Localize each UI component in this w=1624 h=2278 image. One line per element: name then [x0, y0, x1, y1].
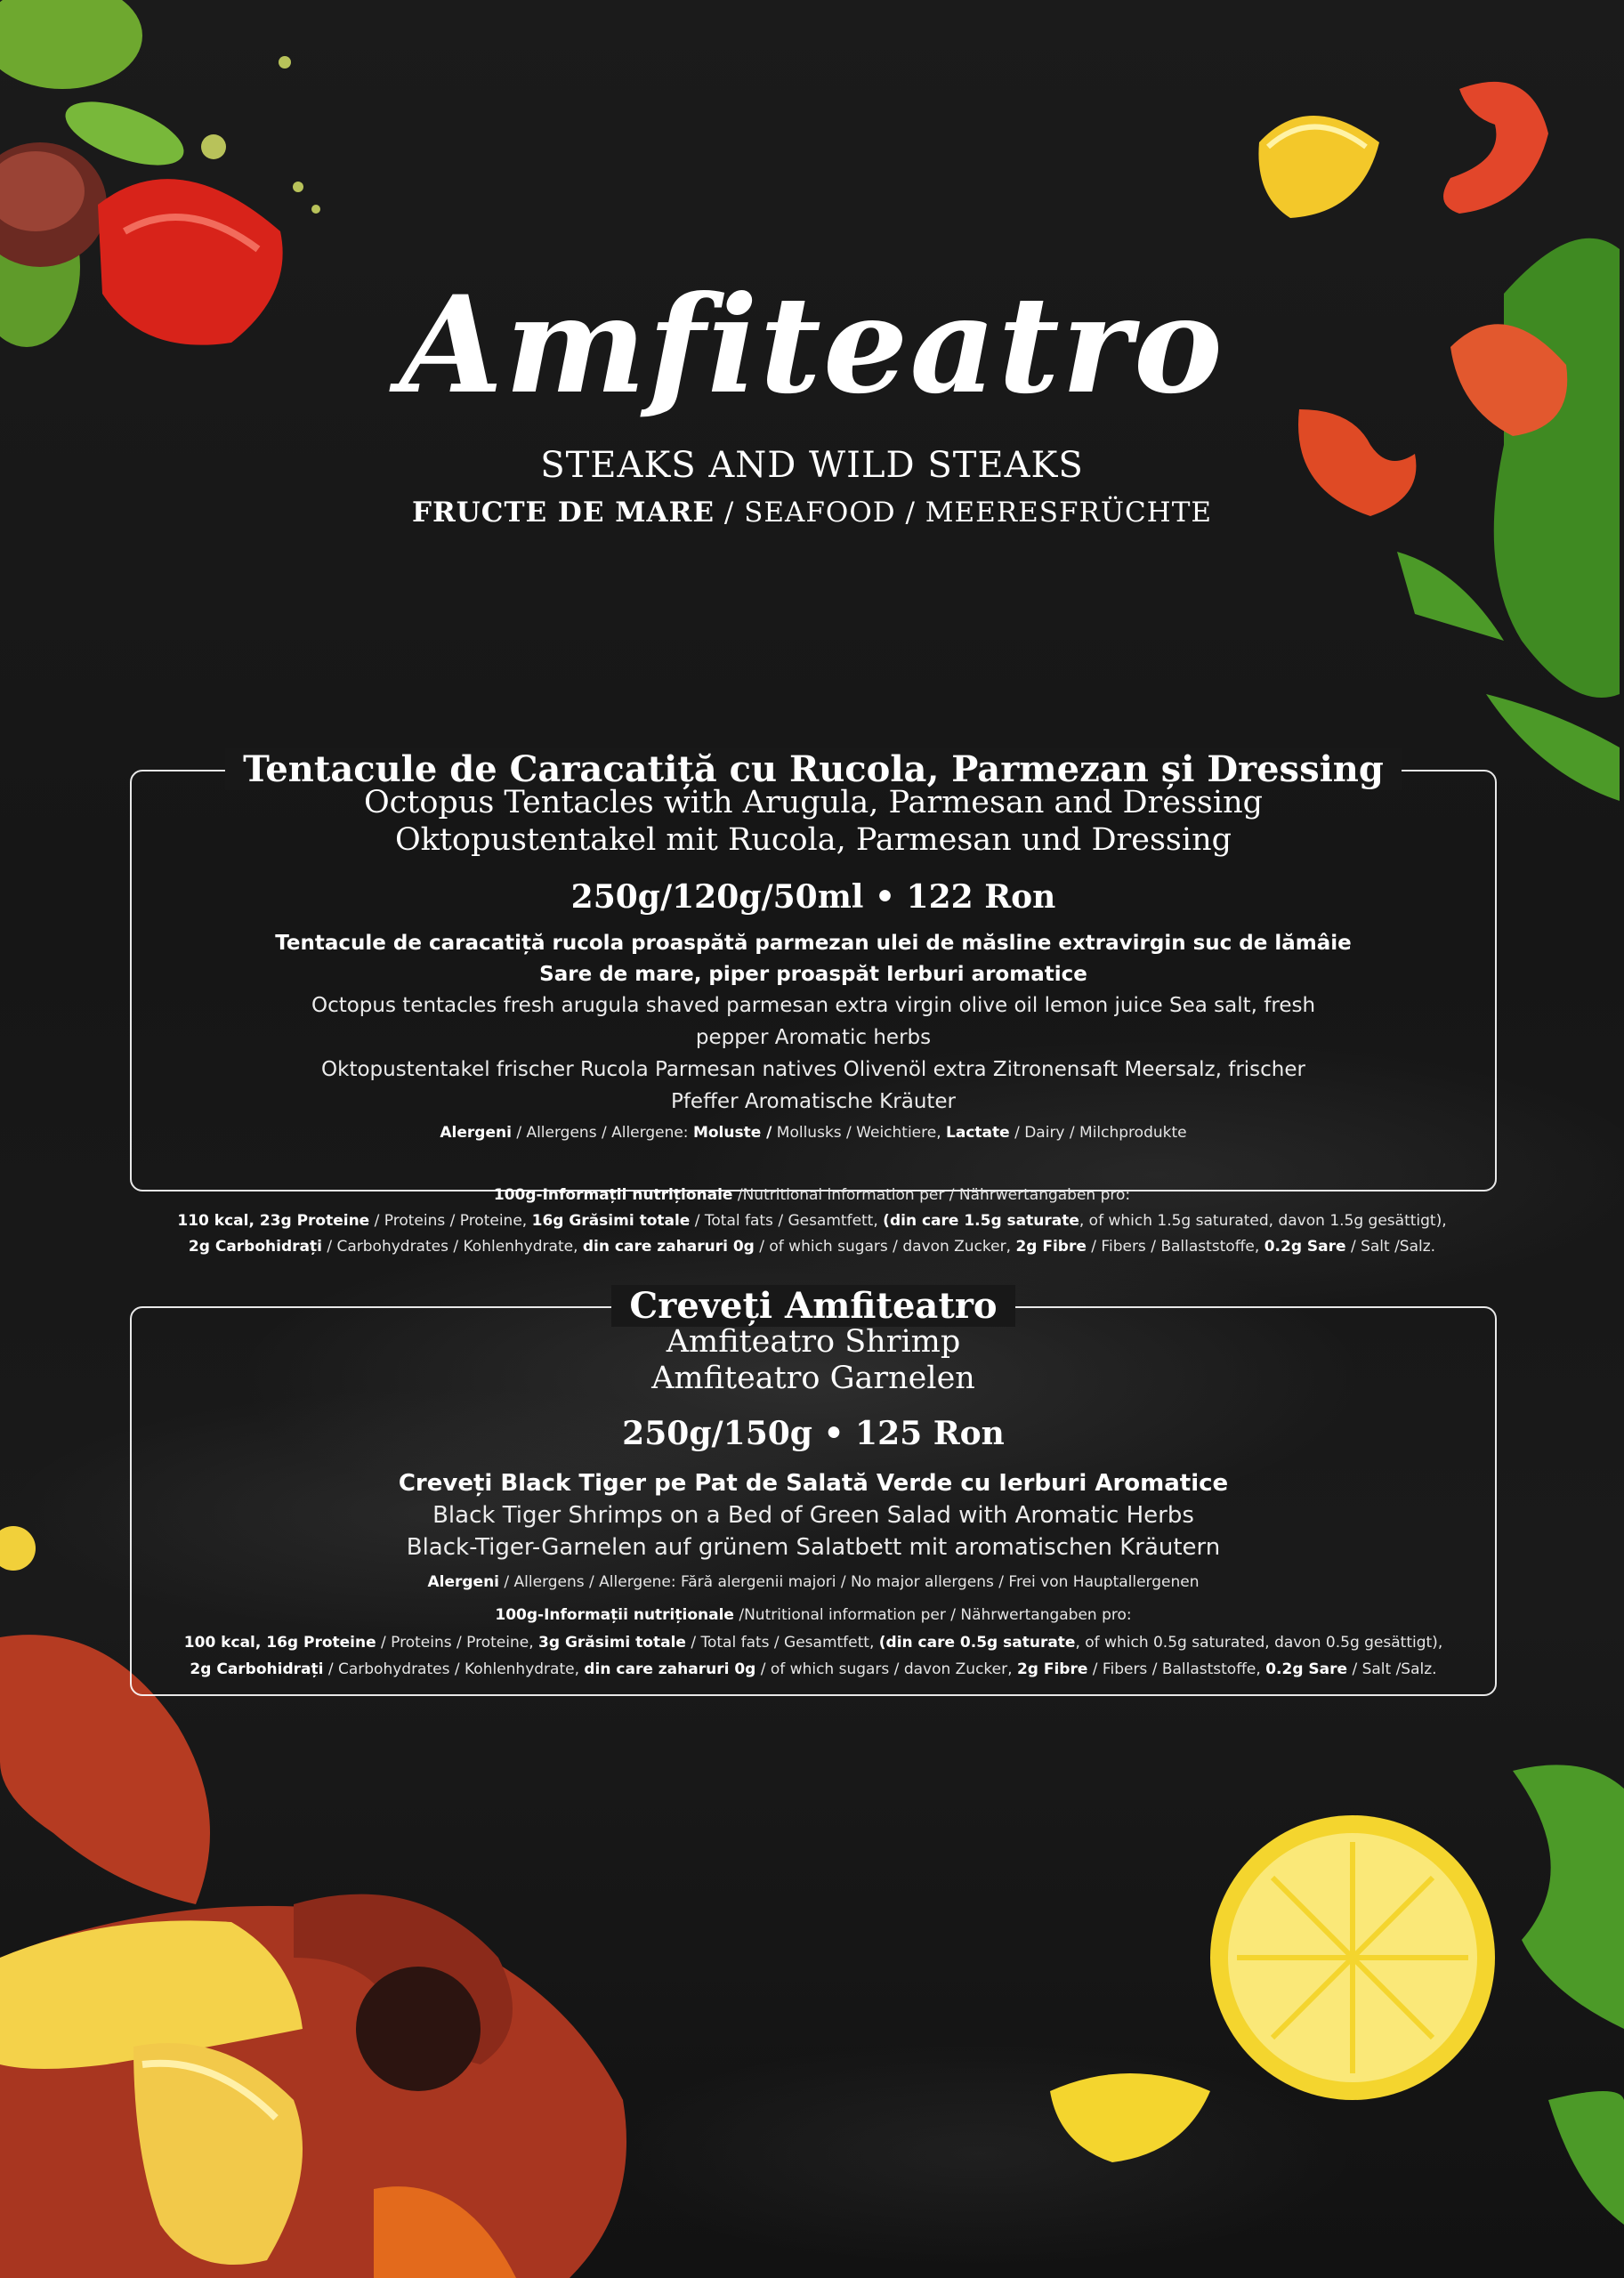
nutrition-header: 100g-Informații nutriționale /Nutritional information per / Nährwertangaben pro: [495, 1606, 1132, 1624]
nutrition-line2: 2g Carbohidrați / Carbohydrates / Kohlenhydrate, din care zaharuri 0g / of which sugars / davon Zucker, 2g Fibre / Fibers / Ballaststoffe, 0.2g Sare / Salt /Salz. [190, 1660, 1437, 1678]
lemon-slices-illustration [1050, 1762, 1624, 2278]
dish-card-octopus [130, 748, 1497, 1192]
category-ro: FRUCTE DE MARE [411, 497, 715, 529]
description-en: Black Tiger Shrimps on a Bed of Green Salad with Aromatic Herbs [432, 1502, 1194, 1529]
description-de: Black-Tiger-Garnelen auf grünem Salatbett mit aromatischen Kräutern [406, 1534, 1221, 1561]
dish-portion-price: 250g/150g • 125 Ron [622, 1415, 1005, 1452]
nutrition-line2: 2g Carbohidrați / Carbohydrates / Kohlenhydrate, din care zaharuri 0g / of which sugars / davon Zucker, 2g Fibre / Fibers / Ballaststoffe, 0.2g Sare / Salt /Salz. [188, 1238, 1436, 1256]
ingredients-ro-line1: Tentacule de caracatiță rucola proaspătă parmezan ulei de măsline extravirgin suc de lămâie [275, 932, 1352, 955]
dish-title-en: Octopus Tentacles with Arugula, Parmesan and Dressing [363, 785, 1264, 820]
restaurant-logo: Amfiteatro [400, 267, 1224, 424]
dish-portion-price: 250g/120g/50ml • 122 Ron [570, 878, 1056, 916]
ingredients-en-line1: Octopus tentacles fresh arugula shaved parmesan extra virgin olive oil lemon juice Sea salt, fresh [311, 994, 1316, 1017]
dish-card-shrimp [130, 1285, 1497, 1696]
nutrition-line1: 100 kcal, 16g Proteine / Proteins / Proteine, 3g Grăsimi totale / Total fats / Gesamtfett, (din care 0.5g saturate, of which 0.5g saturated, davon 0.5g gesättigt), [183, 1634, 1443, 1652]
dish-title-ro: Tentacule de Caracatiță cu Rucola, Parmezan și Dressing [225, 748, 1402, 790]
dish-title-ro: Creveți Amfiteatro [611, 1285, 1014, 1327]
category-de: MEERESFRÜCHTE [925, 497, 1213, 529]
description-ro: Creveți Black Tiger pe Pat de Salată Verde cu Ierburi Aromatice [398, 1470, 1229, 1497]
dish-title-de: Oktopustentakel mit Rucola, Parmesan und Dressing [394, 822, 1232, 858]
nutrition-line1: 110 kcal, 23g Proteine / Proteins / Proteine, 16g Grăsimi totale / Total fats / Gesamtfett, (din care 1.5g saturate, of which 1.5g saturated, davon 1.5g gesättigt), [177, 1212, 1447, 1230]
ingredients-de-line1: Oktopustentakel frischer Rucola Parmesan natives Olivenöl extra Zitronensaft Meersalz, frischer [321, 1058, 1305, 1081]
allergens-line: Alergeni / Allergens / Allergene: Moluste / Mollusks / Weichtiere, Lactate / Dairy / Milchprodukte [440, 1124, 1187, 1142]
ingredients-ro-line2: Sare de mare, piper proaspăt Ierburi aromatice [539, 963, 1087, 986]
nutrition-header: 100g-Informații nutriționale /Nutritional information per / Nährwertangaben pro: [493, 1186, 1131, 1204]
allergens-line: Alergeni / Allergens / Allergene: Fără alergenii majori / No major allergens / Frei von Hauptallergenen [427, 1573, 1200, 1591]
menu-category: FRUCTE DE MARE / SEAFOOD / MEERESFRÜCHTE [411, 497, 1213, 529]
category-en: SEAFOOD [744, 497, 896, 529]
restaurant-tagline: STEAKS AND WILD STEAKS [540, 445, 1084, 486]
dish-title-de: Amfiteatro Garnelen [651, 1361, 975, 1396]
ingredients-en-line2: pepper Aromatic herbs [695, 1026, 932, 1049]
ingredients-de-line2: Pfeffer Aromatische Kräuter [670, 1090, 957, 1113]
dish-title-en: Amfiteatro Shrimp [666, 1324, 961, 1360]
